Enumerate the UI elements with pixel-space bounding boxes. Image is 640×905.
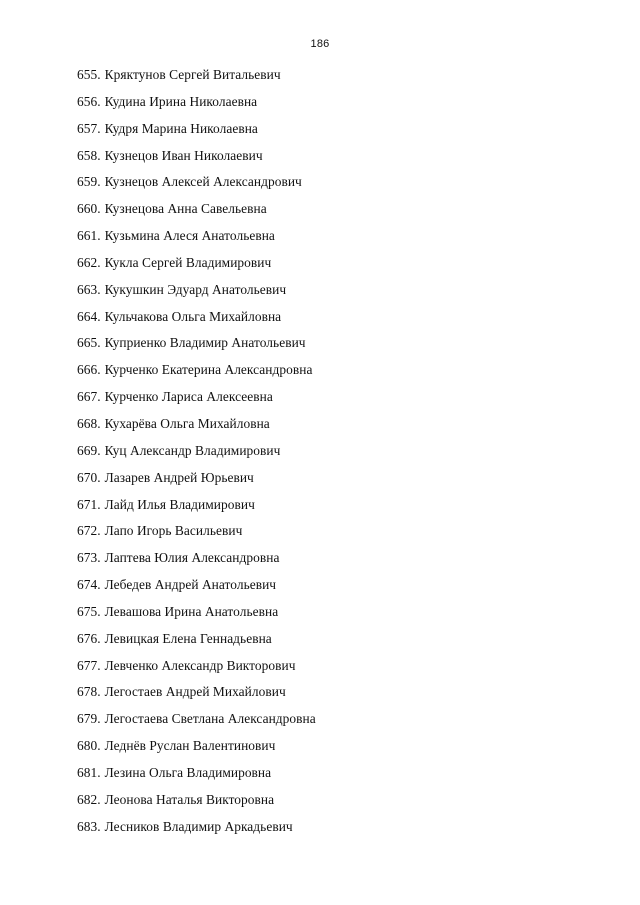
- list-item: [77, 227, 597, 254]
- entry-name: Кузнецова Анна Савельевна: [104, 201, 267, 217]
- list-item: [77, 308, 597, 335]
- list-item: [77, 388, 597, 415]
- entry-number: 666.: [77, 362, 101, 378]
- entry-number: 673.: [77, 550, 101, 566]
- entry-name: Кузнецов Алексей Александрович: [104, 174, 302, 190]
- list-item: [77, 710, 597, 737]
- entry-name: Кухарёва Ольга Михайловна: [104, 415, 270, 431]
- entry-number: 682.: [77, 791, 101, 807]
- entry-name: Кряктунов Сергей Витальевич: [104, 67, 281, 82]
- entry-name: Лайд Илья Владимирович: [104, 496, 255, 512]
- list-item: [77, 791, 597, 818]
- entry-name: Лапо Игорь Васильевич: [104, 523, 243, 539]
- entry-number: 658.: [77, 147, 101, 163]
- entry-number: 656.: [77, 93, 101, 109]
- list-item: [77, 764, 597, 791]
- entry-number: 659.: [77, 174, 101, 190]
- list-item: [77, 254, 597, 281]
- entry-name: Лаптева Юлия Александровна: [104, 550, 280, 566]
- entry-number: 674.: [77, 577, 101, 593]
- entry-name: Кузьмина Алеся Анатольевна: [104, 228, 275, 244]
- entry-number: 655.: [77, 67, 101, 82]
- entry-number: 672.: [77, 523, 101, 539]
- list-item: [77, 818, 597, 845]
- entry-name: Легостаев Андрей Михайлович: [104, 684, 286, 700]
- entry-number: 680.: [77, 738, 101, 754]
- entry-name: Куц Александр Владимирович: [104, 442, 281, 458]
- entry-name: Кульчакова Ольга Михайловна: [104, 308, 282, 324]
- entry-name: Кукла Сергей Владимирович: [104, 254, 272, 270]
- entry-name: Левченко Александр Викторович: [104, 657, 296, 673]
- entry-number: 663.: [77, 281, 101, 297]
- entry-name: Легостаева Светлана Александровна: [104, 711, 316, 727]
- entry-name: Лебедев Андрей Анатольевич: [104, 577, 277, 593]
- list-item: [77, 522, 597, 549]
- entry-number: 657.: [77, 120, 101, 136]
- entry-number: 669.: [77, 442, 101, 458]
- entry-name: Кукушкин Эдуард Анатольевич: [104, 281, 287, 297]
- entry-number: 671.: [77, 496, 101, 512]
- list-item: [77, 469, 597, 496]
- entry-name: Курченко Екатерина Александровна: [104, 362, 313, 378]
- entry-number: 681.: [77, 764, 101, 780]
- list-item: [77, 603, 597, 630]
- entry-number: 668.: [77, 415, 101, 431]
- entry-name: Лазарев Андрей Юрьевич: [104, 469, 254, 485]
- entry-name: Кудря Марина Николаевна: [104, 120, 258, 136]
- entry-number: 677.: [77, 657, 101, 673]
- list-item: [77, 415, 597, 442]
- entry-number: 676.: [77, 630, 101, 646]
- list-item: [77, 496, 597, 523]
- entry-name: Левицкая Елена Геннадьевна: [104, 630, 272, 646]
- entry-name: Леонова Наталья Викторовна: [104, 791, 275, 807]
- entry-number: 667.: [77, 389, 101, 405]
- entry-number: 661.: [77, 228, 101, 244]
- entry-number: 679.: [77, 711, 101, 727]
- list-item: [77, 361, 597, 388]
- list-item: [77, 683, 597, 710]
- entry-name: Курченко Лариса Алексеевна: [104, 389, 273, 405]
- entry-name: Лезина Ольга Владимировна: [104, 764, 272, 780]
- list-item: [77, 66, 597, 93]
- entry-number: 664.: [77, 308, 101, 324]
- list-item: [77, 147, 597, 174]
- list-item: [77, 630, 597, 657]
- entry-number: 678.: [77, 684, 101, 700]
- list-item: [77, 576, 597, 603]
- list-item: [77, 93, 597, 120]
- entry-name: Кудина Ирина Николаевна: [104, 93, 258, 109]
- list-item: [77, 657, 597, 684]
- entry-number: 660.: [77, 201, 101, 217]
- entry-number: 665.: [77, 335, 101, 351]
- entry-name: Кузнецов Иван Николаевич: [104, 147, 263, 163]
- entry-number: 675.: [77, 603, 101, 619]
- list-item: [77, 120, 597, 147]
- entry-name: Левашова Ирина Анатольевна: [104, 603, 279, 619]
- entry-name: Леднёв Руслан Валентинович: [104, 738, 276, 754]
- entry-number: 662.: [77, 254, 101, 270]
- entry-name: Лесников Владимир Аркадьевич: [104, 818, 293, 834]
- list-item: [77, 442, 597, 469]
- list-item: [77, 334, 597, 361]
- list-item: [77, 737, 597, 764]
- page-number: 186: [310, 38, 330, 50]
- entry-number: 670.: [77, 469, 101, 485]
- name-list: [77, 66, 597, 844]
- list-item: [77, 200, 597, 227]
- list-item: [77, 173, 597, 200]
- entry-name: Куприенко Владимир Анатольевич: [104, 335, 306, 351]
- list-item: [77, 549, 597, 576]
- list-item: [77, 281, 597, 308]
- entry-number: 683.: [77, 818, 101, 834]
